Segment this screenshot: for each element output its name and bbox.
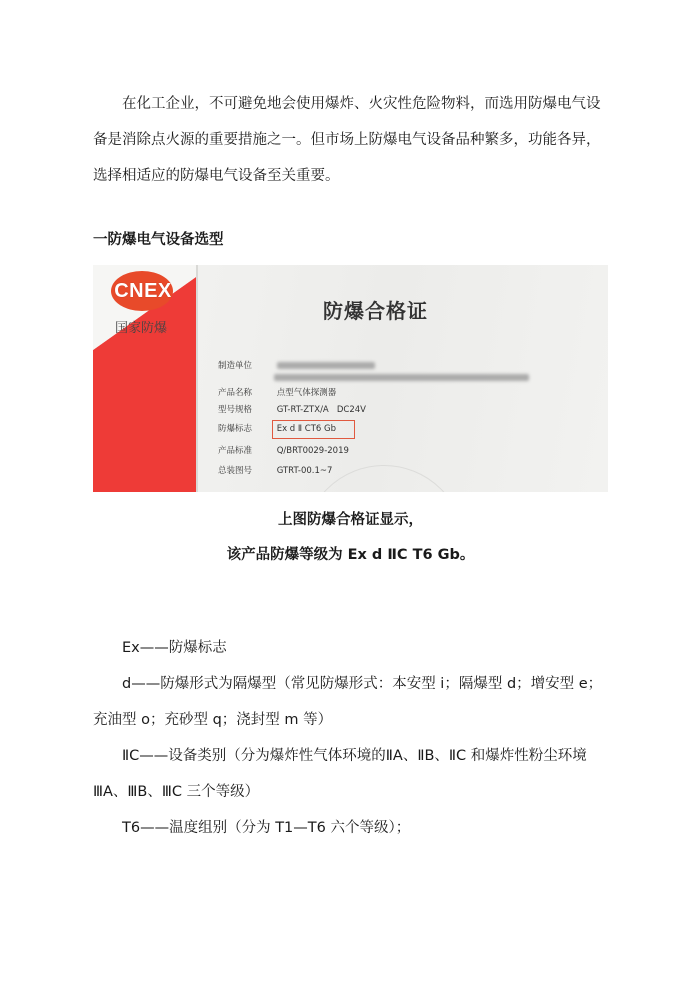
caption-line-1: 上图防爆合格证显示， <box>278 512 423 528</box>
cert-value: Ex d Ⅱ CT6 Gb <box>276 424 337 434</box>
cert-value: GTRT-00.1~7 <box>276 466 333 476</box>
cert-label: 总装图号 <box>218 466 253 476</box>
logo-subtitle: 国家防爆 <box>114 321 167 336</box>
cert-label: 防爆标志 <box>218 424 253 434</box>
cert-value: 点型气体探测器 <box>276 388 337 398</box>
cert-row-standard <box>218 443 349 459</box>
cert-label: 产品名称 <box>218 388 253 398</box>
cert-value: GT-RT-ZTX/A DC24V <box>276 405 366 415</box>
cert-row-drawing <box>218 463 332 479</box>
cert-row-product-name <box>218 385 336 401</box>
cert-label: 产品标准 <box>218 446 253 456</box>
certificate-title: 防爆合格证 <box>323 299 428 323</box>
cert-label: 制造单位 <box>218 361 253 371</box>
redacted-text <box>274 374 529 381</box>
logo-text: CNEX <box>114 280 172 302</box>
cnex-logo <box>101 271 181 336</box>
cert-row-address <box>274 370 529 386</box>
certificate-fold-edge <box>196 265 198 492</box>
certificate-photo <box>93 265 608 492</box>
cert-value: Q/BRT0029-2019 <box>276 446 349 456</box>
definition-ex: Ex——防爆标志 <box>122 640 227 656</box>
caption-line-2: 该产品防爆等级为 Ex d ⅡC T6 Gb。 <box>226 547 475 563</box>
section-heading: 一防爆电气设备选型 <box>93 232 224 248</box>
intro-paragraph: 在化工企业，不可避免地会使用爆炸、火灾性危险物料，而选用防爆电气设备是消除点火源的重要措施之一。但市场上防爆电气设备品种繁多，功能各异，选择相适应的防爆电气设备至关重要。 <box>93 96 601 184</box>
ex-marking-highlight-box <box>272 420 355 439</box>
definition-iic: ⅡC——设备类别（分为爆炸性气体环境的ⅡA、ⅡB、ⅡC 和爆炸性粉尘环境ⅢA、ⅢB、ⅢC 三个等级） <box>93 748 587 800</box>
cert-row-model <box>218 402 366 418</box>
cert-label: 型号规格 <box>218 405 253 415</box>
redacted-text <box>277 362 375 369</box>
definition-t6: T6——温度组别（分为 T1—T6 六个等级）； <box>122 820 411 836</box>
definition-d: d——防爆形式为隔爆型（常见防爆形式：本安型 i；隔爆型 d；增安型 e；充油型 o；充砂型 q；浇封型 m 等） <box>93 676 603 728</box>
